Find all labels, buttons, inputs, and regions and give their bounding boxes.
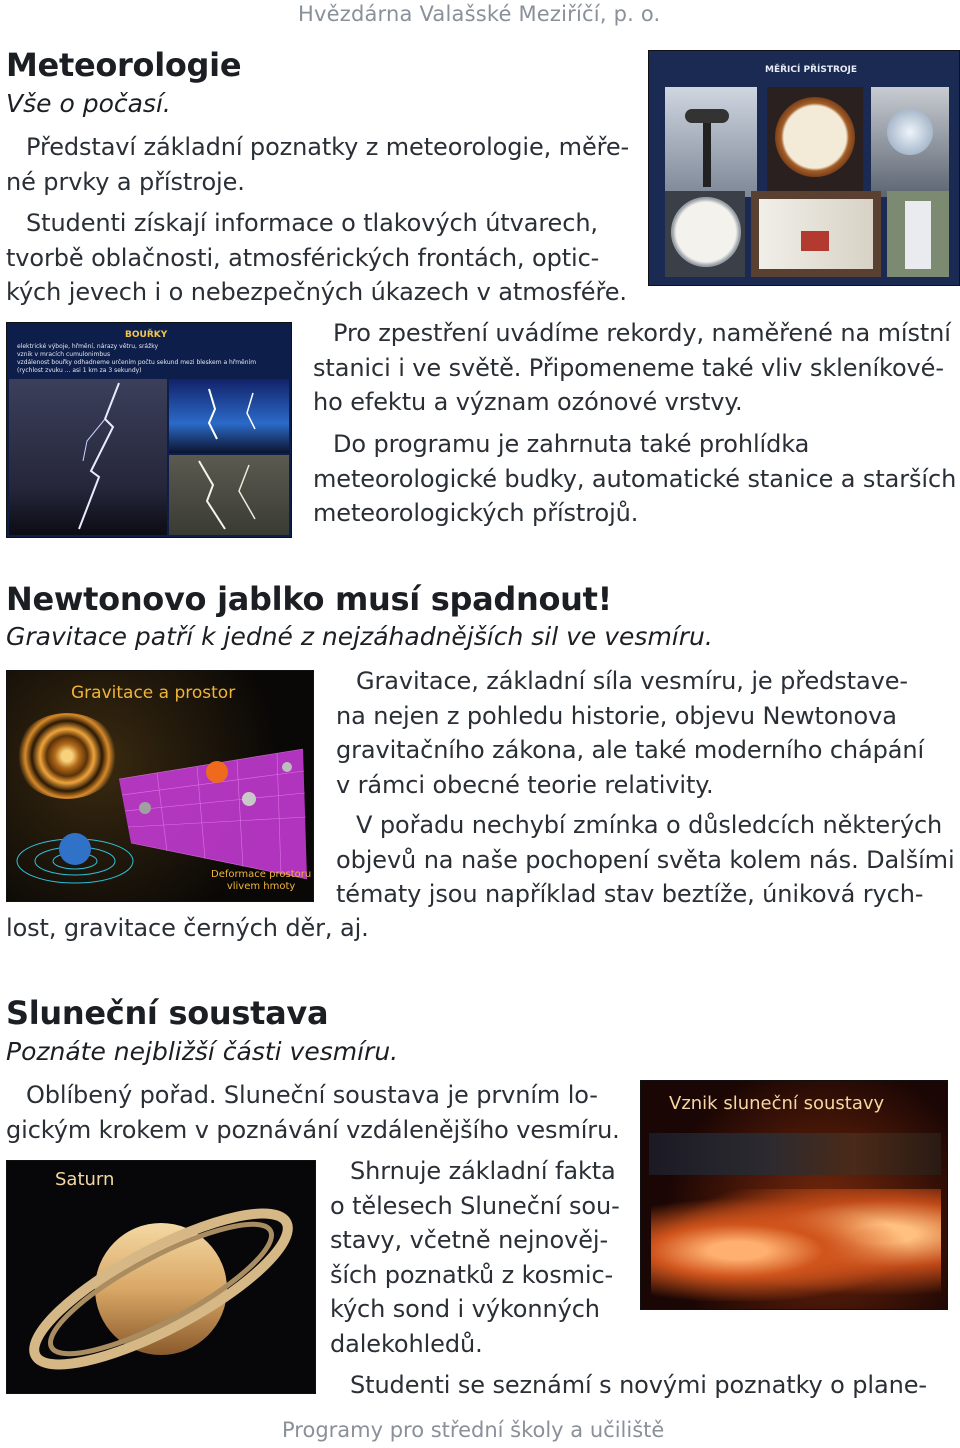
lightning-photo	[169, 379, 289, 453]
rain-gauge-icon	[887, 191, 949, 277]
sunshine-recorder-icon	[871, 87, 949, 197]
paragraph	[330, 1368, 955, 1403]
text-line: kých jevech i o nebezpečných úkazech v atmosféře.	[6, 278, 627, 306]
solar-system-formation-image	[640, 1080, 948, 1310]
paragraph	[336, 808, 956, 912]
bullet: (rychlost zvuku ... asi 1 km za 3 sekundy)	[17, 367, 142, 374]
nebula-thumbnails	[649, 1133, 941, 1175]
text-line: Gravitace, základní síla vesmíru, je představe-	[356, 667, 908, 695]
paragraph	[6, 206, 646, 310]
image-caption: MĚŘICÍ PŘÍSTROJE	[765, 65, 858, 75]
section-title-solar-system: Sluneční soustava	[6, 994, 329, 1032]
barometer-icon	[767, 87, 863, 197]
text-line: tvorbě oblačnosti, atmosférických frontách, optic-	[6, 243, 600, 272]
paragraph	[6, 130, 646, 199]
note-line: Deformace prostoru	[211, 869, 312, 880]
text-line: meteorologických přístrojů.	[313, 499, 639, 527]
text-line: Pro zpestření uvádíme rekordy, naměřené na místní	[333, 319, 951, 347]
text-line: V pořadu nechybí zmínka o důsledcích některých	[356, 811, 943, 839]
text-line: kých sond i výkonných	[330, 1295, 600, 1323]
text-line: dalekohledů.	[330, 1329, 483, 1358]
section-title-newton: Newtonovo jablko musí spadnout!	[6, 580, 612, 618]
image-caption: Saturn	[55, 1169, 115, 1190]
text-line: Shrnuje základní fakta	[350, 1157, 616, 1185]
text-line: Oblíbený pořad. Sluneční soustava je prvním lo-	[26, 1081, 598, 1109]
weather-hut-icon	[751, 191, 881, 277]
section-subtitle-newton: Gravitace patří k jedné z nejzáhadnějších sil ve vesmíru.	[6, 622, 713, 651]
lightning-photo	[169, 455, 289, 535]
anemometer-icon	[665, 87, 757, 197]
text-line: stavy, včetně nejnověj-	[330, 1226, 609, 1254]
text-line: Studenti se seznámí s novými poznatky o plane-	[350, 1371, 927, 1399]
paragraph	[330, 1154, 635, 1361]
text-line: Do programu je zahrnuta také prohlídka	[333, 430, 810, 458]
image-note	[211, 869, 311, 893]
bullet: elektrické výboje, hřmění, nárazy větru, srážky	[17, 343, 159, 350]
storms-image	[6, 322, 292, 538]
paragraph	[6, 1078, 636, 1147]
text-line: Studenti získají informace o tlakových útvarech,	[26, 209, 598, 237]
instruments-image	[648, 50, 960, 286]
protoplanetary-disk-icon	[651, 1189, 941, 1301]
gravity-image	[6, 670, 314, 902]
text-line: objevů na naše pochopení světa kolem nás. Dalšími	[336, 845, 955, 874]
image-caption: BOUŘKY	[125, 330, 168, 340]
text-line: meteorologické budky, automatické stanice a starších	[313, 464, 957, 493]
saturn-icon	[7, 1161, 315, 1393]
saturn-image	[6, 1160, 316, 1394]
text-line: Představí základní poznatky z meteorologie, měře-	[26, 133, 630, 161]
text-line: stanici i ve světě. Připomeneme také vliv skleníkové-	[313, 353, 944, 382]
text-line: o tělesech Sluneční sou-	[330, 1191, 620, 1220]
image-bullets	[17, 343, 285, 375]
hygrometer-icon	[665, 191, 745, 277]
image-caption: Vznik sluneční soustavy	[669, 1093, 885, 1114]
paragraph	[313, 427, 958, 531]
text-line: tématy jsou například stav beztíže, úniková rych-	[336, 880, 924, 908]
text-line: gickým krokem v poznávání vzdálenějšího vesmíru.	[6, 1115, 620, 1144]
text-line: gravitačního zákona, ale také moderního chápání	[336, 736, 925, 764]
bullet: vzdálenost bouřky odhadneme určením počtu sekund mezi bleskem a hřměním	[17, 359, 257, 366]
spacetime-grid	[7, 671, 313, 901]
page-footer: Programy pro střední školy a učiliště	[282, 1418, 665, 1442]
note-line: vlivem hmoty	[226, 881, 296, 892]
paragraph	[313, 316, 958, 420]
section-title-meteorology: Meteorologie	[6, 46, 242, 84]
lightning-photo	[9, 379, 167, 535]
text-line: ších poznatků z kosmic-	[330, 1260, 614, 1289]
section-subtitle-meteorology: Vše o počasí.	[6, 89, 171, 118]
image-caption: Gravitace a prostor	[71, 683, 236, 703]
paragraph	[336, 664, 956, 802]
text-line: né prvky a přístroje.	[6, 167, 245, 196]
text-line: ho efektu a význam ozónové vrstvy.	[313, 388, 743, 416]
section-subtitle-solar-system: Poznáte nejbližší části vesmíru.	[6, 1037, 399, 1066]
page-header: Hvězdárna Valašské Meziříčí, p. o.	[298, 2, 661, 26]
text-line: lost, gravitace černých děr, aj.	[6, 914, 369, 942]
text-line: v rámci obecné teorie relativity.	[336, 770, 714, 799]
text-line: na nejen z pohledu historie, objevu Newtonova	[336, 701, 897, 730]
bullet: vznik v mracích cumulonimbus	[17, 351, 111, 358]
